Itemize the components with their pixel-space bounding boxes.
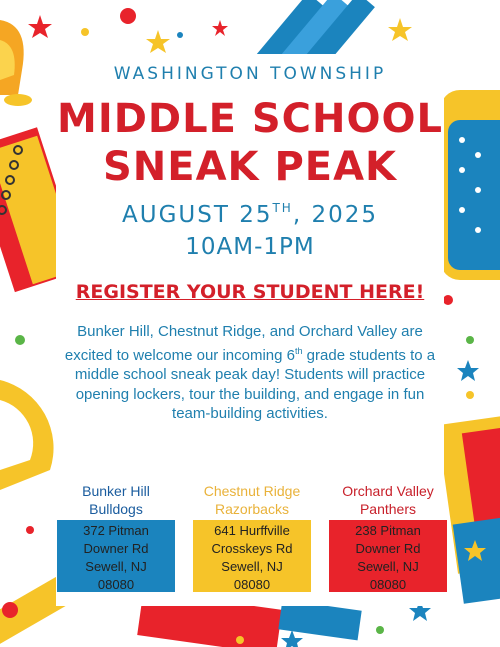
address-line: 238 Pitman: [355, 523, 421, 538]
register-link[interactable]: REGISTER YOUR STUDENT HERE!: [75, 281, 425, 303]
date-year: , 2025: [292, 202, 378, 228]
backpack-icon: [440, 90, 500, 280]
event-title-line1: MIDDLE SCHOOL: [57, 96, 443, 142]
address-line: Downer Rd: [355, 541, 421, 556]
event-description: [60, 322, 440, 424]
school-name-line1: Orchard Valley: [342, 483, 434, 499]
address-line: Sewell, NJ: [357, 559, 419, 574]
address-line: Downer Rd: [83, 541, 149, 556]
address-line: 372 Pitman: [83, 523, 149, 538]
school-name: [57, 482, 175, 520]
address-line: Sewell, NJ: [221, 559, 283, 574]
school-name: [329, 482, 447, 520]
date-suffix: TH: [272, 201, 293, 215]
school-name-line2: Panthers: [359, 501, 417, 517]
address-line: 641 Hurffville: [214, 523, 290, 538]
school-column-bunker-hill: [57, 482, 175, 592]
protractor-icon: [0, 380, 54, 490]
date-month: AUGUST 25: [122, 202, 273, 228]
event-time: 10AM-1PM: [185, 234, 315, 260]
school-name-line2: Razorbacks: [215, 501, 289, 517]
school-name: [193, 482, 311, 520]
dot-icon: [2, 602, 18, 618]
address-line: 08080: [369, 577, 407, 592]
school-column-chestnut-ridge: [193, 482, 311, 592]
school-name-line1: Bunker Hill: [82, 483, 150, 499]
school-column-orchard-valley: [329, 482, 447, 592]
school-address-box: [57, 520, 175, 592]
address-line: 08080: [233, 577, 271, 592]
description-part1: Bunker Hill, Chestnut Ridge, and Orchard Valley are excited to welcome our incoming 6: [64, 323, 423, 364]
description-part2: grade students to a middle school sneak peak day! Students will practice opening lockers, tour the building, and engage in fun team-building activities.: [74, 346, 436, 423]
bell-icon: [0, 20, 32, 106]
township-header: WASHINGTON TOWNSHIP: [113, 64, 387, 84]
event-title-line2: SNEAK PEAK: [102, 144, 398, 190]
address-line: Crosskeys Rd: [211, 541, 293, 556]
description-sup: th: [295, 345, 303, 356]
school-address-box: [329, 520, 447, 592]
address-line: Sewell, NJ: [85, 559, 147, 574]
school-name-line1: Chestnut Ridge: [203, 483, 301, 499]
school-address-box: [193, 520, 311, 592]
event-date: [56, 201, 444, 228]
school-name-line2: Bulldogs: [89, 501, 143, 517]
address-line: 08080: [97, 577, 135, 592]
